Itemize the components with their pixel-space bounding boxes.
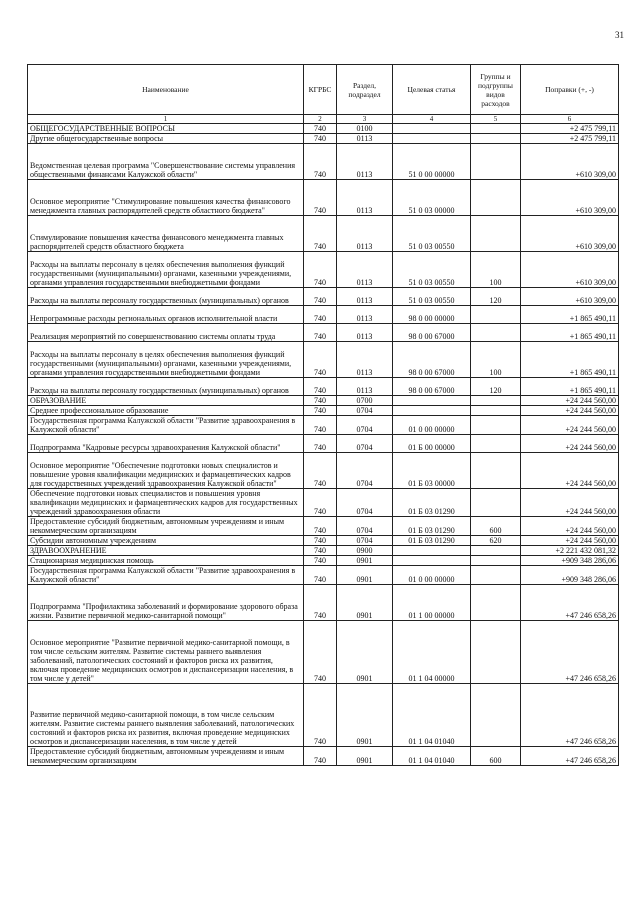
row-kgrbs: 740 <box>304 566 337 585</box>
row-amount: +2 221 432 081,32 <box>521 546 619 556</box>
table-row <box>28 134 619 144</box>
row-kgrbs: 740 <box>304 416 337 435</box>
row-name: Расходы на выплаты персоналу государственных (муниципальных) органов <box>28 288 304 306</box>
row-amount: +47 246 658,26 <box>521 684 619 747</box>
row-kgrbs: 740 <box>304 585 337 621</box>
row-kgrbs: 740 <box>304 453 337 489</box>
table-row <box>28 378 619 396</box>
row-amount: +24 244 560,00 <box>521 453 619 489</box>
row-target <box>393 396 471 406</box>
row-section: 0704 <box>337 536 393 546</box>
table-row <box>28 180 619 216</box>
row-group: 100 <box>471 342 521 378</box>
row-section: 0113 <box>337 144 393 180</box>
row-section: 0704 <box>337 453 393 489</box>
table-row <box>28 546 619 556</box>
row-section: 0113 <box>337 324 393 342</box>
row-group <box>471 489 521 517</box>
row-group <box>471 416 521 435</box>
row-section: 0900 <box>337 546 393 556</box>
table-row <box>28 252 619 288</box>
row-section: 0901 <box>337 566 393 585</box>
row-group <box>471 216 521 252</box>
row-name: Предоставление субсидий бюджетным, автономным учреждениям и иным некоммерческим организациям <box>28 747 304 766</box>
row-target: 01 Б 03 00000 <box>393 453 471 489</box>
row-target: 98 0 00 67000 <box>393 342 471 378</box>
row-section: 0704 <box>337 406 393 416</box>
row-section: 0901 <box>337 556 393 566</box>
row-name: Расходы на выплаты персоналу государственных (муниципальных) органов <box>28 378 304 396</box>
row-group: 600 <box>471 517 521 536</box>
row-kgrbs: 740 <box>304 517 337 536</box>
row-target <box>393 556 471 566</box>
row-group: 600 <box>471 747 521 766</box>
row-group <box>471 435 521 453</box>
row-group <box>471 546 521 556</box>
row-group <box>471 406 521 416</box>
row-section: 0113 <box>337 134 393 144</box>
row-section: 0113 <box>337 378 393 396</box>
row-kgrbs: 740 <box>304 556 337 566</box>
row-section: 0704 <box>337 517 393 536</box>
row-target: 51 0 03 00000 <box>393 180 471 216</box>
row-group <box>471 306 521 324</box>
row-kgrbs: 740 <box>304 435 337 453</box>
row-amount: +610 309,00 <box>521 180 619 216</box>
header-number: 6 <box>521 115 619 124</box>
row-target: 01 0 00 00000 <box>393 566 471 585</box>
row-amount: +610 309,00 <box>521 216 619 252</box>
row-amount: +1 865 490,11 <box>521 324 619 342</box>
row-name: ОБРАЗОВАНИЕ <box>28 396 304 406</box>
table-row <box>28 216 619 252</box>
row-name: Развитие первичной медико-санитарной помощи, в том числе сельским жителям. Развитие системы раннего выявления заболеваний, патологических состояний и факторов риска их развития, включая проведение медицинских осмотров и диспансеризации населения, в том числе у детей <box>28 684 304 747</box>
row-name: Основное мероприятие "Обеспечение подготовки новых специалистов и повышение уровня квалификации медицинских и фармацевтических кадров для государственных учреждений здравоохранения Калужской области" <box>28 453 304 489</box>
row-target: 01 1 04 01040 <box>393 684 471 747</box>
row-group <box>471 396 521 406</box>
row-target: 01 1 00 00000 <box>393 585 471 621</box>
row-amount: +1 865 490,11 <box>521 378 619 396</box>
row-group <box>471 180 521 216</box>
row-kgrbs: 740 <box>304 621 337 684</box>
row-group <box>471 134 521 144</box>
row-target: 98 0 00 67000 <box>393 324 471 342</box>
table-row <box>28 416 619 435</box>
row-target: 01 Б 03 01290 <box>393 489 471 517</box>
table-row <box>28 684 619 747</box>
table-row <box>28 342 619 378</box>
row-section: 0901 <box>337 684 393 747</box>
table-row <box>28 621 619 684</box>
row-section: 0113 <box>337 180 393 216</box>
row-name: Ведомственная целевая программа "Совершенствование системы управления общественными финансами Калужской области" <box>28 144 304 180</box>
row-group: 100 <box>471 252 521 288</box>
row-group <box>471 556 521 566</box>
row-name: Государственная программа Калужской области "Развитие здравоохранения в Калужской области" <box>28 566 304 585</box>
row-target: 01 0 00 00000 <box>393 416 471 435</box>
row-kgrbs: 740 <box>304 216 337 252</box>
header-name: Наименование <box>28 65 304 115</box>
header-number: 4 <box>393 115 471 124</box>
header-target: Целевая статья <box>393 65 471 115</box>
row-kgrbs: 740 <box>304 546 337 556</box>
row-amount: +610 309,00 <box>521 144 619 180</box>
row-amount: +47 246 658,26 <box>521 621 619 684</box>
row-group <box>471 621 521 684</box>
header-number: 1 <box>28 115 304 124</box>
row-target: 01 Б 03 01290 <box>393 517 471 536</box>
row-amount: +610 309,00 <box>521 252 619 288</box>
row-section: 0901 <box>337 747 393 766</box>
row-name: Среднее профессиональное образование <box>28 406 304 416</box>
row-amount: +24 244 560,00 <box>521 517 619 536</box>
row-name: Реализация мероприятий по совершенствованию системы оплаты труда <box>28 324 304 342</box>
row-group <box>471 124 521 134</box>
row-amount: +909 348 286,06 <box>521 556 619 566</box>
row-amount: +909 348 286,06 <box>521 566 619 585</box>
row-group <box>471 684 521 747</box>
row-section: 0100 <box>337 124 393 134</box>
row-name: Расходы на выплаты персоналу в целях обеспечения выполнения функций государственными (муниципальными) органами, казенными учреждениями, органами управления государственными внебюджетными фондами <box>28 252 304 288</box>
row-name: Основное мероприятие "Стимулирование повышения качества финансового менеджмента главных распорядителей средств областного бюджета" <box>28 180 304 216</box>
row-section: 0113 <box>337 342 393 378</box>
row-group <box>471 453 521 489</box>
row-name: Обеспечение подготовки новых специалистов и повышения уровня квалификации медицинских и фармацевтических кадров для государственных учреждений здравоохранения области <box>28 489 304 517</box>
row-kgrbs: 740 <box>304 252 337 288</box>
row-target: 01 1 04 01040 <box>393 747 471 766</box>
header-number: 5 <box>471 115 521 124</box>
row-target: 01 Б 03 01290 <box>393 536 471 546</box>
header-group: Группы и подгруппы видов расходов <box>471 65 521 115</box>
row-target: 51 0 03 00550 <box>393 252 471 288</box>
row-amount: +47 246 658,26 <box>521 747 619 766</box>
table-row <box>28 124 619 134</box>
row-amount: +2 475 799,11 <box>521 124 619 134</box>
row-kgrbs: 740 <box>304 324 337 342</box>
row-kgrbs: 740 <box>304 134 337 144</box>
table-row <box>28 747 619 766</box>
row-kgrbs: 740 <box>304 747 337 766</box>
page-number: 31 <box>615 30 624 40</box>
row-kgrbs: 740 <box>304 406 337 416</box>
header-number: 3 <box>337 115 393 124</box>
row-target <box>393 546 471 556</box>
row-name: Государственная программа Калужской области "Развитие здравоохранения в Калужской области" <box>28 416 304 435</box>
row-target: 51 0 00 00000 <box>393 144 471 180</box>
row-section: 0901 <box>337 621 393 684</box>
row-target <box>393 406 471 416</box>
row-target <box>393 124 471 134</box>
row-section: 0704 <box>337 416 393 435</box>
row-kgrbs: 740 <box>304 144 337 180</box>
row-name: Непрограммные расходы региональных органов исполнительной власти <box>28 306 304 324</box>
row-target: 01 Б 00 00000 <box>393 435 471 453</box>
row-kgrbs: 740 <box>304 536 337 546</box>
row-kgrbs: 740 <box>304 489 337 517</box>
budget-amendments-table <box>27 64 619 766</box>
row-target <box>393 134 471 144</box>
table-row <box>28 306 619 324</box>
row-amount: +24 244 560,00 <box>521 396 619 406</box>
row-section: 0700 <box>337 396 393 406</box>
row-name: Основное мероприятие "Развитие первичной медико-санитарной помощи, в том числе сельским жителям. Развитие системы раннего выявления заболеваний, патологических состояний и факторов риска их развития, включая проведение медицинских осмотров и диспансеризации населения, в том числе у детей" <box>28 621 304 684</box>
row-target: 01 1 04 00000 <box>393 621 471 684</box>
row-amount: +24 244 560,00 <box>521 435 619 453</box>
row-name: Подпрограмма "Профилактика заболеваний и формирование здорового образа жизни. Развитие первичной медико-санитарной помощи" <box>28 585 304 621</box>
header-amendments: Поправки (+, -) <box>521 65 619 115</box>
row-amount: +24 244 560,00 <box>521 416 619 435</box>
row-kgrbs: 740 <box>304 306 337 324</box>
row-name: ЗДРАВООХРАНЕНИЕ <box>28 546 304 556</box>
table-row <box>28 585 619 621</box>
row-amount: +24 244 560,00 <box>521 406 619 416</box>
row-kgrbs: 740 <box>304 288 337 306</box>
row-target: 51 0 03 00550 <box>393 288 471 306</box>
row-kgrbs: 740 <box>304 684 337 747</box>
row-target: 98 0 00 00000 <box>393 306 471 324</box>
row-group: 120 <box>471 378 521 396</box>
row-amount: +24 244 560,00 <box>521 489 619 517</box>
row-group: 620 <box>471 536 521 546</box>
row-section: 0113 <box>337 252 393 288</box>
table-row <box>28 489 619 517</box>
row-kgrbs: 740 <box>304 124 337 134</box>
row-kgrbs: 740 <box>304 342 337 378</box>
row-name: Другие общегосударственные вопросы <box>28 134 304 144</box>
row-name: Расходы на выплаты персоналу в целях обеспечения выполнения функций государственными (муниципальными) органами, казенными учреждениями, органами управления государственными внебюджетными фондами <box>28 342 304 378</box>
row-amount: +1 865 490,11 <box>521 306 619 324</box>
row-group: 120 <box>471 288 521 306</box>
row-kgrbs: 740 <box>304 378 337 396</box>
header-section: Раздел, подраздел <box>337 65 393 115</box>
table-row <box>28 536 619 546</box>
row-amount: +610 309,00 <box>521 288 619 306</box>
row-amount: +2 475 799,11 <box>521 134 619 144</box>
row-name: Предоставление субсидий бюджетным, автономным учреждениям и иным некоммерческим организациям <box>28 517 304 536</box>
row-section: 0113 <box>337 306 393 324</box>
row-name: Подпрограмма "Кадровые ресурсы здравоохранения Калужской области" <box>28 435 304 453</box>
row-amount: +1 865 490,11 <box>521 342 619 378</box>
header-kgrbs: КГРБС <box>304 65 337 115</box>
row-name: ОБЩЕГОСУДАРСТВЕННЫЕ ВОПРОСЫ <box>28 124 304 134</box>
table-row <box>28 144 619 180</box>
table-row <box>28 566 619 585</box>
table-row <box>28 396 619 406</box>
row-name: Стационарная медицинская помощь <box>28 556 304 566</box>
table-row <box>28 453 619 489</box>
row-amount: +47 246 658,26 <box>521 585 619 621</box>
row-kgrbs: 740 <box>304 396 337 406</box>
row-group <box>471 585 521 621</box>
table-row <box>28 556 619 566</box>
row-section: 0113 <box>337 216 393 252</box>
row-group <box>471 144 521 180</box>
row-group <box>471 324 521 342</box>
table-row <box>28 288 619 306</box>
row-section: 0704 <box>337 489 393 517</box>
row-section: 0901 <box>337 585 393 621</box>
row-target: 51 0 03 00550 <box>393 216 471 252</box>
table-row <box>28 406 619 416</box>
row-group <box>471 566 521 585</box>
row-target: 98 0 00 67000 <box>393 378 471 396</box>
row-kgrbs: 740 <box>304 180 337 216</box>
table-row <box>28 517 619 536</box>
row-name: Субсидии автономным учреждениям <box>28 536 304 546</box>
table-row <box>28 435 619 453</box>
row-amount: +24 244 560,00 <box>521 536 619 546</box>
row-name: Стимулирование повышения качества финансового менеджмента главных распорядителей средств областного бюджета <box>28 216 304 252</box>
row-section: 0113 <box>337 288 393 306</box>
row-section: 0704 <box>337 435 393 453</box>
header-number: 2 <box>304 115 337 124</box>
table-row <box>28 324 619 342</box>
